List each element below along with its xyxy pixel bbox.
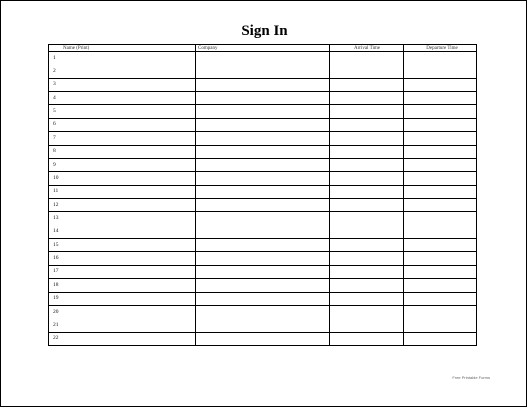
sign-in-row	[49, 292, 476, 305]
column-header-name: Name (Print)	[63, 46, 90, 51]
sign-in-row	[49, 185, 476, 198]
row-number: 7	[53, 134, 56, 141]
row-number: 15	[53, 241, 59, 248]
row-number: 11	[53, 188, 59, 195]
form-title: Sign In	[241, 23, 288, 39]
row-number: 16	[53, 255, 59, 262]
row-number: 12	[53, 201, 59, 208]
sign-in-row	[49, 305, 476, 332]
row-number: 6	[53, 121, 56, 128]
row-number: 17	[53, 268, 59, 275]
sign-in-row	[49, 118, 476, 131]
sign-in-row	[49, 332, 476, 345]
column-header-departure: Departure Time	[426, 46, 458, 51]
row-number: 14	[53, 228, 59, 235]
column-header-company: Company	[198, 46, 218, 51]
row-number: 4	[53, 94, 56, 101]
sign-in-row	[49, 171, 476, 184]
sign-in-row	[49, 51, 476, 78]
row-number: 9	[53, 161, 56, 168]
sign-in-row	[49, 278, 476, 291]
sign-in-row	[49, 198, 476, 211]
sign-in-row	[49, 78, 476, 91]
sign-in-row	[49, 265, 476, 278]
row-number: 21	[53, 321, 59, 328]
row-number: 13	[53, 215, 59, 222]
sign-in-row	[49, 91, 476, 104]
row-number: 22	[53, 335, 59, 342]
sign-in-row	[49, 238, 476, 251]
sign-in-row	[49, 211, 476, 238]
row-number: 10	[53, 174, 59, 181]
sign-in-row	[49, 104, 476, 117]
column-header-arrival: Arrival Time	[354, 46, 380, 51]
footer-credit: Free Printable Forms	[452, 375, 490, 380]
row-number: 18	[53, 281, 59, 288]
sign-in-table	[48, 44, 477, 346]
sign-in-row	[49, 145, 476, 158]
row-number: 3	[53, 81, 56, 88]
row-number: 5	[53, 108, 56, 115]
sign-in-row	[49, 131, 476, 144]
row-number: 2	[53, 68, 56, 75]
row-number: 20	[53, 308, 59, 315]
sign-in-row	[49, 251, 476, 264]
row-number: 19	[53, 295, 59, 302]
sign-in-row	[49, 158, 476, 171]
row-number: 1	[53, 54, 56, 61]
row-number: 8	[53, 148, 56, 155]
